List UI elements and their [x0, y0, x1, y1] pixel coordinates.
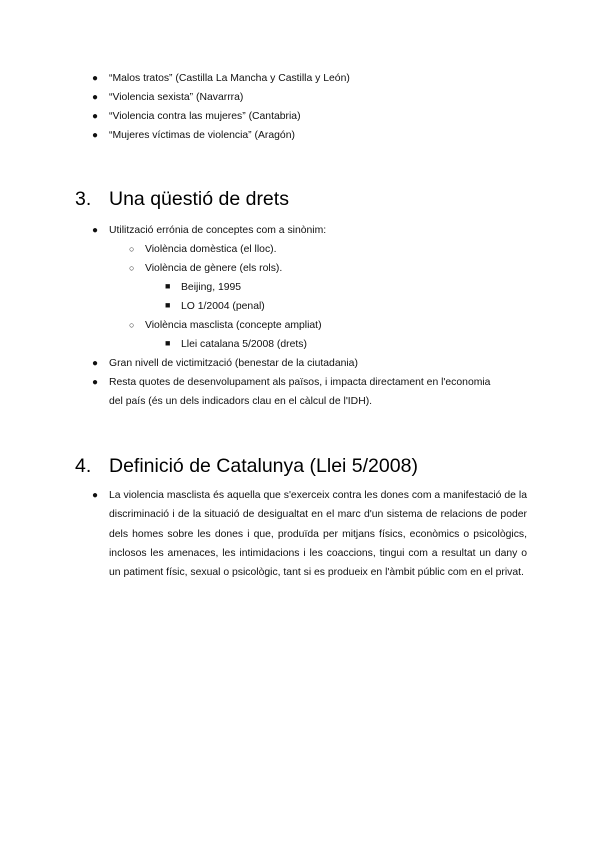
- square-bullet-icon: ■: [165, 300, 171, 310]
- list-item-continuation: [109, 392, 372, 411]
- list-item-text: Llei catalana 5/2008 (drets): [181, 339, 307, 350]
- list-item: [92, 354, 358, 373]
- bullet-icon: ●: [92, 225, 99, 236]
- list-item-text: Violència masclista (concepte ampliat): [145, 320, 322, 331]
- circle-bullet-icon: ○: [129, 244, 135, 254]
- bullet-icon: ●: [92, 358, 99, 369]
- list-item-text: “Mujeres víctimas de violencia” (Aragón): [109, 130, 295, 141]
- bullet-icon: ●: [92, 92, 99, 103]
- list-item-text: LO 1/2004 (penal): [181, 301, 265, 312]
- section-number: 4.: [75, 455, 92, 477]
- list-item-text: Resta quotes de desenvolupament als països, i impacta directament en l'economia: [109, 377, 491, 388]
- bullet-icon: ●: [92, 111, 99, 122]
- square-bullet-icon: ■: [165, 338, 171, 348]
- definition-paragraph: [92, 486, 527, 582]
- list-item-text: Violència domèstica (el lloc).: [145, 244, 277, 255]
- section-4-heading: [75, 454, 418, 478]
- bullet-icon: ●: [92, 73, 99, 84]
- list-item: [92, 126, 295, 145]
- list-item-text: “Violencia sexista” (Navarrra): [109, 92, 244, 103]
- list-item: [92, 69, 350, 88]
- list-item-text: Violència de gènere (els rols).: [145, 263, 283, 274]
- bullet-icon: ●: [92, 377, 99, 388]
- section-title: Una qüestió de drets: [109, 188, 289, 210]
- list-item: [165, 297, 265, 316]
- list-item-text: “Violencia contra las mujeres” (Cantabria): [109, 111, 301, 122]
- square-bullet-icon: ■: [165, 281, 171, 291]
- list-item-text: Beijing, 1995: [181, 282, 242, 293]
- list-item: [129, 259, 283, 278]
- list-item-text: Gran nivell de victimització (benestar de la ciutadania): [109, 358, 358, 369]
- bullet-icon: ●: [92, 490, 99, 501]
- list-item-text: Utilització errónia de conceptes com a sinònim:: [109, 225, 327, 236]
- list-item: [165, 278, 242, 297]
- list-item: [92, 221, 327, 240]
- list-item: [92, 107, 301, 126]
- section-number: 3.: [75, 188, 92, 210]
- list-item: [165, 335, 307, 354]
- definition-text: La violencia masclista és aquella que s'exerceix contra les dones com a manifestació de la discriminació i de la situació de desigualtat en el marc d'un sistema de relacions de poder dels homes sobre les dones i que, produïda per mitjans físics, econòmics o psicològics, inclosos les amenaces, les intimidacions i les coaccions, tingui com a resultat un dany o un patiment físic, sexual o psicològic, tant si es produeix en l'àmbit públic com en el privat.: [109, 490, 527, 579]
- circle-bullet-icon: ○: [129, 263, 135, 273]
- list-item: [92, 88, 244, 107]
- list-item-text: “Malos tratos” (Castilla La Mancha y Castilla y León): [109, 73, 350, 84]
- section-3-heading: [75, 187, 289, 211]
- list-item-text: del país (és un dels indicadors clau en el càlcul de l'IDH).: [109, 396, 373, 407]
- circle-bullet-icon: ○: [129, 320, 135, 330]
- list-item: [129, 316, 322, 335]
- section-title: Definició de Catalunya (Llei 5/2008): [109, 455, 418, 477]
- bullet-icon: ●: [92, 130, 99, 141]
- list-item: [92, 373, 491, 392]
- list-item: [129, 240, 277, 259]
